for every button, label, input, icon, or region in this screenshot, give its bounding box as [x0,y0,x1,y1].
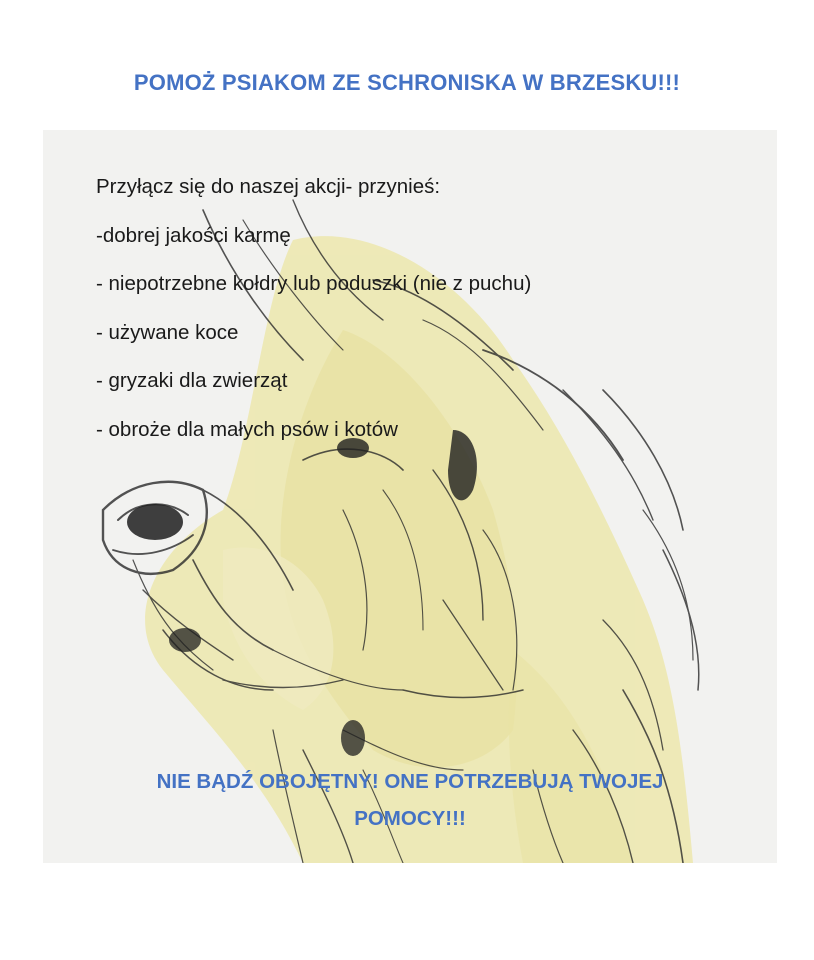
list-item: - niepotrzebne kołdry lub poduszki (nie z puchu) [96,272,532,295]
call-to-action-line-2: POMOCY!!! [354,807,466,830]
donation-list [96,170,531,461]
poster-panel [43,130,777,863]
call-to-action [43,763,777,837]
list-item: - gryzaki dla zwierząt [96,369,288,392]
call-to-action-line-1: NIE BĄDŹ OBOJĘTNY! ONE POTRZEBUJĄ TWOJEJ [156,770,664,793]
list-item: - używane koce [96,320,239,344]
list-item: - obroże dla małych psów i kotów [96,417,398,441]
list-item: -dobrej jakości karmę [96,223,291,247]
intro-text: Przyłącz się do naszej akcji- przynieś: [96,175,441,198]
page-title: POMOŻ PSIAKOM ZE SCHRONISKA W BRZESKU!!! [133,70,681,95]
